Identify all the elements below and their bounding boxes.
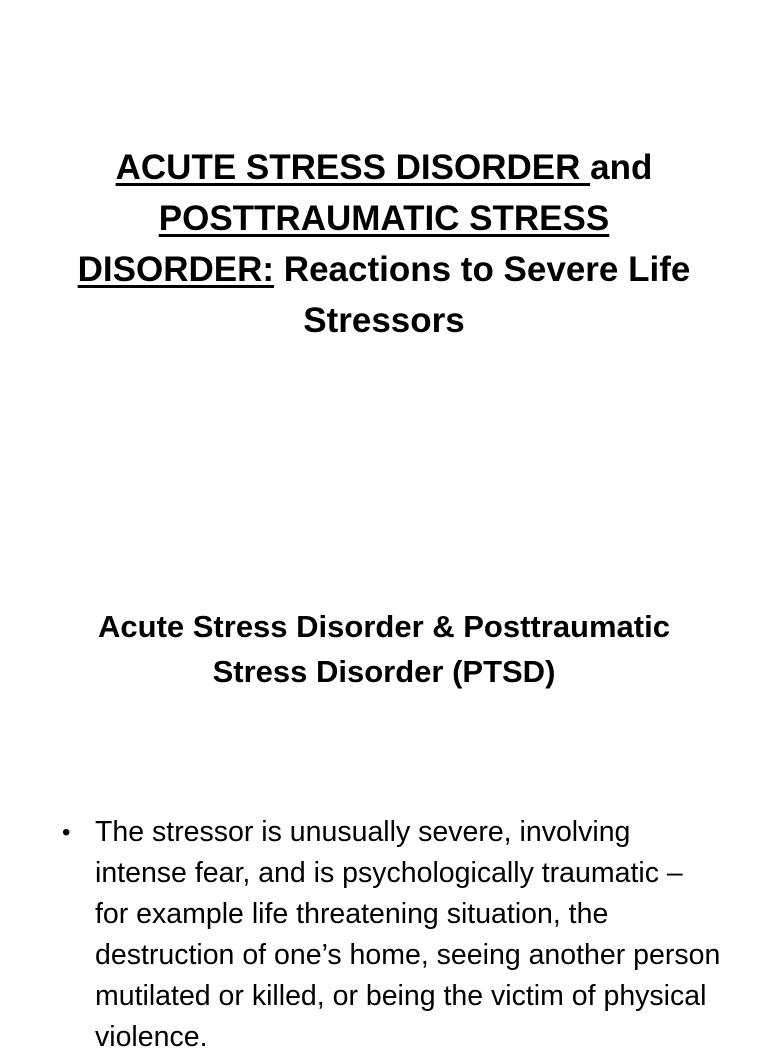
bullet-item [62,812,722,1058]
title-and: and [590,148,653,187]
title-acute-stress-disorder: ACUTE STRESS DISORDER [115,148,591,187]
title-posttraumatic-stress: POSTTRAUMATIC STRESS [158,199,610,238]
title-stressors: Stressors [303,301,465,340]
title-reactions: Reactions to Severe Life [274,250,691,289]
bullet-text: The stressor is unusually severe, involving intense fear, and is psychologically traumatic – for example life threatening situation, the destruction of one’s home, seeing another person mutilated or killed, or being the victim of physical violence. [95,816,721,1053]
title-disorder: DISORDER: [77,250,275,289]
slide-2-title-line-2: Stress Disorder (PTSD) [212,654,556,689]
slide-1-title [40,142,728,346]
bullet-marker: • [62,819,71,846]
slide-content [0,576,768,1053]
bullet-list [62,812,722,1058]
slide-2-title-line-1: Acute Stress Disorder & Posttraumatic [98,609,670,644]
slide-2-title [40,604,728,694]
